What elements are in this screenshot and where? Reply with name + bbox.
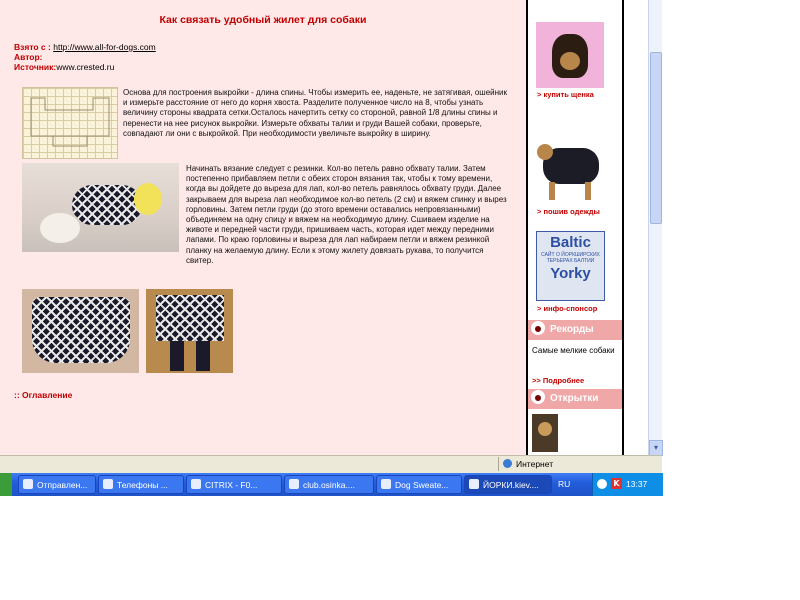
sweater-1-shape [32,297,130,363]
clothes-link[interactable]: > пошив одежды [537,207,600,216]
task-label: Dog Sweate... [395,480,449,490]
postcards-header-label: Открытки [550,393,599,404]
window-icon [23,479,33,489]
network-icon[interactable] [597,479,607,489]
puppy-face [560,52,580,70]
globe-icon [503,459,512,468]
records-header-label: Рекорды [550,324,594,335]
author-label: Автор: [14,52,43,62]
taskbar-button[interactable] [18,475,96,494]
taskbar-button[interactable] [284,475,374,494]
task-label: ЙОРКИ.kiev.... [483,480,539,490]
sweater-2-body [156,295,224,341]
sweater-2-leg-right [196,341,210,371]
records-more-link[interactable]: >> Подробнее [532,376,585,385]
security-zone [498,457,649,471]
pattern-outline [23,88,117,158]
sweater-photo-1 [22,289,139,373]
browser-icon [381,479,391,489]
dog-leg-1 [549,182,555,200]
language-indicator[interactable]: RU [558,479,571,489]
page-title: Как связать удобный жилет для собаки [159,14,367,26]
browser-icon [469,479,479,489]
zone-label: Интернет [516,459,554,469]
postcard-thumbnail[interactable] [532,414,558,452]
records-header [528,320,622,340]
task-label: club.osinka.... [303,480,355,490]
table-of-contents-link[interactable]: :: Оглавление [14,390,73,400]
banner-baltic-text: Baltic [550,234,591,251]
taskbar-button-active[interactable] [464,475,552,494]
source-value: www.crested.ru [56,62,115,72]
paragraph-pattern: Основа для построения выкройки - длина спины. Чтобы измерить ее, наденьте, не затягивая, ошейник и измерьте расстояние от него до корня хвоста. Разделите полученное число на 8, чтобы узнать величину стороны квадрата сетки.Осталось начертить сетку со стороной, равной 1/8 длины спины и перенести на нее рисунок выкройки. Измерьте обхваты талии и груди Вашей собаки, проверьте, совпадают ли они с выкройкой. При необходимости увеличьте выкройку в ширину. [123,88,507,138]
scrollbar-thumb[interactable] [650,52,662,224]
taken-from-label: Взято с : [14,42,51,52]
pattern-diagram-image [22,87,118,159]
dog-clothes-photo[interactable] [533,138,607,204]
antivirus-icon[interactable]: K [611,478,622,489]
postcards-header [528,389,622,409]
folder-icon [103,479,113,489]
puppy-photo[interactable] [536,22,604,88]
scroll-down-icon[interactable]: ▾ [649,440,663,456]
task-label: CITRIX - F0... [205,480,258,490]
source-line [14,62,114,72]
browser-icon [289,479,299,489]
dog-leg-2 [585,182,591,200]
paragraph-knitting: Начинать вязание следует с резинки. Кол-во петель равно обхвату талии. Затем постепенно прибавляем петли с обеих сторон вязания так, чтобы к тому времени, когда вы дойдете до выреза для лап, кол-во петель равнялось обхвату груди. Далее закрываем для выреза лап необходимое кол-во петель (2 см) и вяжем спинку и вырез горловины. Затем петли груди (до этого времени оставались непровязанными) объединяем на одну спицу и вяжем на необходимую длину. Сшиваем изделие на животе и передней части груди, пришиваем часть, которая идет между передними лапами. По краю горловины и выреза для лап набираем петли и вяжем резинкой планку на желаемую длину. Если к этому жилету довязать рукава, то получится свитер. [186,164,507,265]
source-label: Источник: [14,62,57,72]
taken-from-link[interactable]: http://www.all-for-dogs.com [53,42,156,52]
start-button[interactable] [0,473,12,496]
article-area [0,0,526,455]
author-line [14,52,43,62]
banner-subtitle: САЙТ О ЙОРКШИРСКИХ ТЕРЬЕРАХ БАЛТИИ [541,252,600,264]
paw-icon [531,321,545,335]
baltic-yorky-banner[interactable] [536,231,605,301]
dog-in-sweater-photo [22,163,179,252]
info-sponsor-link[interactable]: > инфо-спонсор [537,304,598,313]
citrix-icon [191,479,201,489]
taskbar-button[interactable] [98,475,184,494]
banner-yorky-text: Yorky [550,265,591,282]
dog-legs [40,213,80,243]
taken-from-line [14,42,156,52]
taskbar-button[interactable] [376,475,462,494]
taskbar-button[interactable] [186,475,282,494]
sweater-shape [72,185,142,225]
records-text: Самые мелкие собаки [532,346,615,355]
dog-head-shape [537,144,553,160]
paw-icon [531,390,545,404]
postcard-dog-face [538,422,552,436]
sweater-photo-2 [146,289,233,373]
buy-puppy-link[interactable]: > купить щенка [537,90,594,99]
toy-shape [134,183,162,215]
clock[interactable]: 13:37 [626,479,648,489]
sweater-2-leg-left [170,341,184,371]
task-label: Телефоны ... [117,480,168,490]
task-label: Отправлен... [37,480,88,490]
